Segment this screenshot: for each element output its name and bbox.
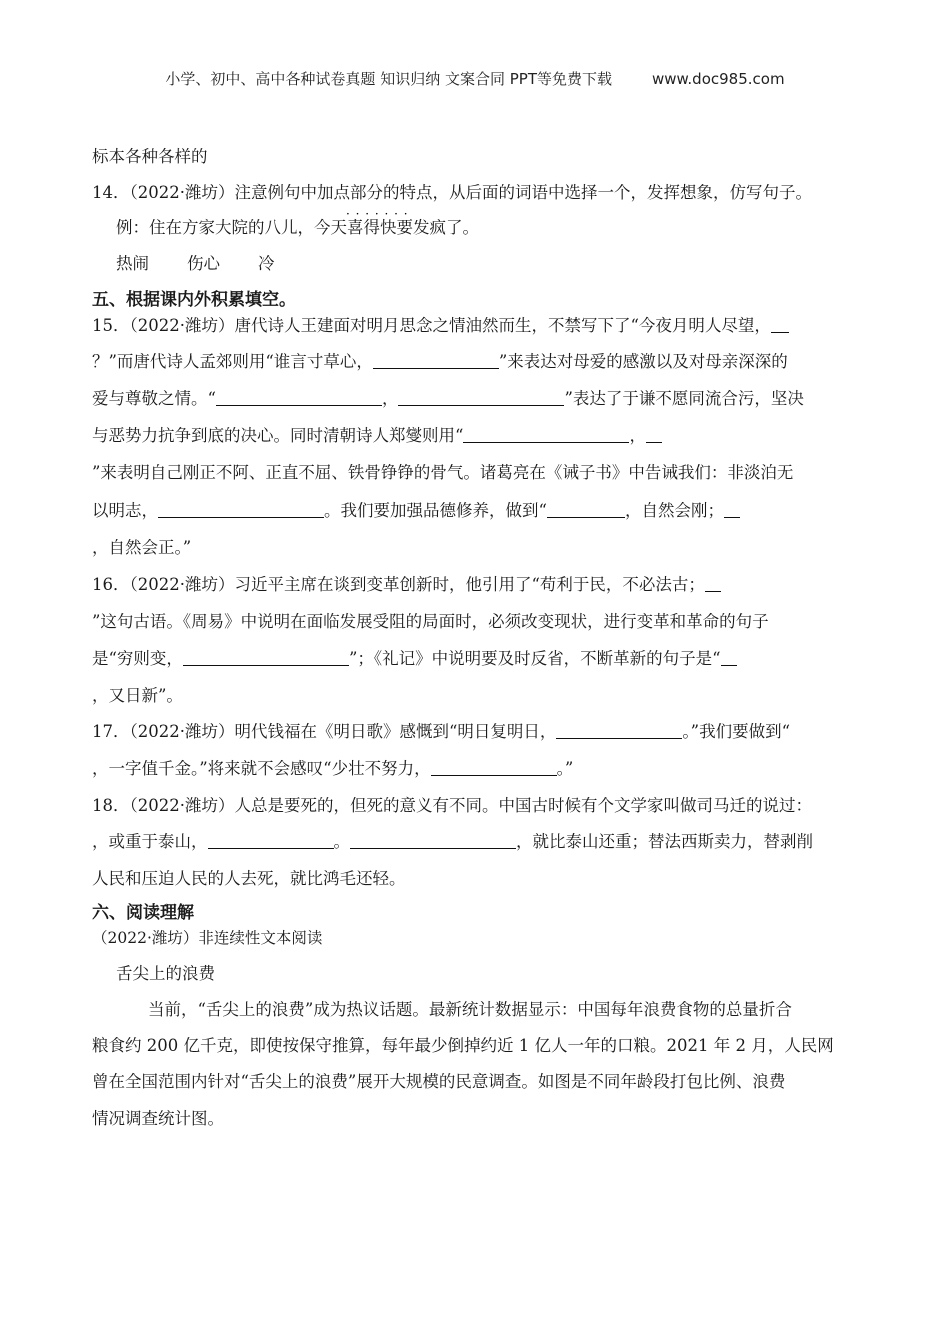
answer-blank[interactable]: [547, 501, 625, 518]
paragraph-line: 曾在全国范围内针对“舌尖上的浪费”展开大规模的民意调查。如图是不同年龄段打包比例、浪费: [92, 1072, 786, 1091]
answer-blank[interactable]: [431, 759, 557, 776]
q15-text: 。我们要加强品德修养，做到“: [324, 501, 547, 520]
answer-blank[interactable]: [158, 501, 324, 518]
q15-text: ，: [381, 389, 399, 408]
q15-line: ，自然会正。”: [92, 538, 192, 557]
reading-source: （2022·潍坊）非连续性文本阅读: [92, 929, 323, 947]
q17-text: 17．（2022·潍坊）明代钱福在《明日歌》感慨到“明日复明日，: [92, 722, 557, 741]
question-14-example: [116, 217, 479, 239]
word-option: 热闹: [116, 254, 149, 273]
question-18: 18．（2022·潍坊）人总是要死的，但死的意义有不同。中国古时候有个文学家叫做司马迁的说过：: [92, 796, 812, 815]
example-end: 。: [462, 218, 479, 237]
q18-line: 人民和压迫人民的人去死，就比鸿毛还轻。: [92, 869, 406, 888]
q15-line: [92, 500, 740, 522]
q17-text: 。”: [556, 759, 574, 778]
q16-line: ”这句古语。《周易》中说明在面临发展受阻的局面时，必须改变现状，进行变革和革命的句子: [92, 612, 769, 631]
q15-line: [92, 351, 788, 373]
q17-text: ，一字值千金。”将来就不会感叹“少壮不努力，: [92, 759, 431, 778]
q18-text: ，或重于泰山，: [92, 832, 208, 851]
example-text: 例：住在方家大院的八儿，今天: [116, 218, 347, 237]
paragraph-line: 当前，“舌尖上的浪费”成为热议话题。最新统计数据显示：中国每年浪费食物的总量折合: [148, 1000, 792, 1019]
answer-blank[interactable]: [398, 389, 564, 406]
q15-text: ？”而唐代诗人孟郊则用“谁言寸草心，: [92, 352, 373, 371]
q15-line: ”来表明自己刚正不阿、正直不屈、铁骨铮铮的骨气。诸葛亮在《诫子书》中告诫我们：非淡泊无: [92, 463, 794, 482]
answer-blank[interactable]: [705, 575, 721, 592]
answer-blank[interactable]: [373, 352, 499, 369]
q15-text: ，: [629, 426, 646, 445]
q16-text: 是“穷则变，: [92, 649, 183, 668]
question-14: 14．（2022·潍坊）注意例句中加点部分的特点，从后面的词语中选择一个，发挥想象，仿写句子。: [92, 183, 812, 202]
question-16: [92, 574, 721, 596]
question-15: [92, 315, 789, 337]
answer-blank[interactable]: [721, 649, 737, 666]
q15-text: ”来表达对母爱的感激以及对母亲深深的: [498, 352, 788, 371]
q16-text: ”；《礼记》中说明要及时反省，不断革新的句子是“: [348, 649, 721, 668]
paragraph-line: 粮食约 200 亿千克，即使按保守推算，每年最少倒掉约近 1 亿人一年的口粮。2021 年 2 月，人民网: [92, 1036, 834, 1055]
question-17: [92, 721, 790, 743]
q15-text: 与恶势力抗争到底的决心。同时清朝诗人郑燮则用“: [92, 426, 464, 445]
word-option: 伤心: [187, 254, 220, 273]
answer-blank[interactable]: [556, 722, 682, 739]
answer-blank[interactable]: [208, 832, 334, 849]
text-line: 标本各种各样的: [92, 147, 208, 166]
q15-text: ，自然会刚；: [624, 501, 724, 520]
q15-line: [92, 425, 662, 447]
section-6-title: 六、阅读理解: [92, 903, 194, 923]
q17-line: [92, 758, 573, 780]
q17-text: 。”我们要做到“: [682, 722, 791, 741]
q15-text: 爱与尊敬之情。“: [92, 389, 216, 408]
section-5-title: 五、根据课内外积累填空。: [92, 290, 296, 310]
answer-blank[interactable]: [216, 389, 382, 406]
q16-line: ，又日新”。: [92, 686, 183, 705]
q15-text: 以明志，: [92, 501, 158, 520]
word-option: 冷: [258, 254, 275, 273]
q16-text: 16．（2022·潍坊）习近平主席在谈到变革创新时，他引用了“苟利于民，不必法古；: [92, 575, 705, 594]
emphasis-dotted-text: 喜得快要发疯了 · · ·: [347, 218, 463, 237]
reading-title: 舌尖上的浪费: [116, 964, 215, 983]
answer-blank[interactable]: [646, 426, 662, 443]
q18-text: ，就比泰山还重；替法西斯卖力，替剥削: [516, 832, 813, 851]
answer-blank[interactable]: [350, 832, 516, 849]
q18-line: [92, 831, 813, 853]
header-text: 小学、初中、高中各种试卷真题 知识归纳 文案合同 PPT等免费下载: [165, 70, 612, 88]
answer-blank[interactable]: [183, 649, 349, 666]
q15-line: [92, 388, 804, 410]
page-header: [0, 68, 950, 89]
answer-blank[interactable]: [724, 501, 740, 518]
paragraph-line: 情况调查统计图。: [92, 1109, 224, 1128]
header-url: www.doc985.com: [651, 70, 785, 88]
q15-text: ”表达了于谦不愿同流合污，坚决: [564, 389, 804, 408]
q18-text: 。: [333, 832, 350, 851]
answer-blank[interactable]: [463, 426, 629, 443]
q15-text: 15．（2022·潍坊）唐代诗人王建面对明月思念之情油然而生，不禁写下了“今夜月明人尽望，: [92, 316, 771, 335]
word-choices: [116, 253, 313, 275]
answer-blank[interactable]: [771, 316, 789, 333]
q16-line: [92, 648, 737, 670]
